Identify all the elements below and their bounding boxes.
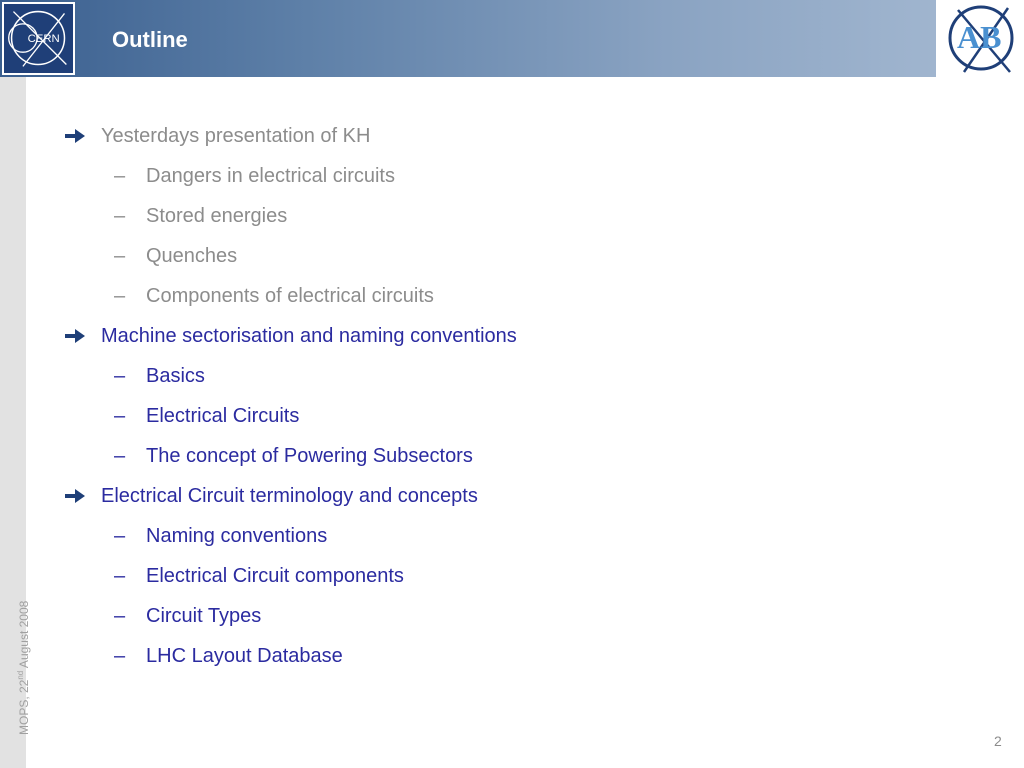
outline-subitem xyxy=(62,596,962,636)
outline-section-2 xyxy=(62,316,962,356)
arrow-right-icon xyxy=(63,327,87,345)
subitem-label: Circuit Types xyxy=(146,605,262,627)
subitem-label: Components of electrical circuits xyxy=(146,285,434,307)
subitem-label: Basics xyxy=(146,365,205,387)
section-heading: Yesterdays presentation of KH xyxy=(101,125,371,147)
section-heading: Machine sectorisation and naming conventions xyxy=(101,325,517,347)
dash-bullet: – xyxy=(114,525,126,547)
outline-subitem xyxy=(62,436,962,476)
subitem-label: The concept of Powering Subsectors xyxy=(146,445,473,467)
outline-section-1 xyxy=(62,116,962,156)
outline-subitem xyxy=(62,196,962,236)
subitem-label: Stored energies xyxy=(146,205,288,227)
outline-subitem xyxy=(62,156,962,196)
outline-subitem xyxy=(62,636,962,676)
section-heading: Electrical Circuit terminology and concepts xyxy=(101,485,478,507)
outline-subitem xyxy=(62,356,962,396)
arrow-right-icon xyxy=(63,127,87,145)
subitem-label: Electrical Circuit components xyxy=(146,565,404,587)
outline-subitem xyxy=(62,236,962,276)
svg-text:CERN: CERN xyxy=(27,32,60,45)
dash-bullet: – xyxy=(114,245,126,267)
dash-bullet: – xyxy=(114,405,126,427)
outline-subitem xyxy=(62,516,962,556)
outline-content xyxy=(62,116,962,676)
subitem-label: Dangers in electrical circuits xyxy=(146,165,395,187)
dash-bullet: – xyxy=(114,645,126,667)
subitem-label: LHC Layout Database xyxy=(146,645,343,667)
slide-title: Outline xyxy=(112,27,188,52)
outline-section-3 xyxy=(62,476,962,516)
dash-bullet: – xyxy=(114,285,126,307)
page-number: 2 xyxy=(994,733,1002,749)
outline-subitem xyxy=(62,276,962,316)
dash-bullet: – xyxy=(114,365,126,387)
ab-logo xyxy=(936,0,1024,77)
dash-bullet: – xyxy=(114,445,126,467)
svg-text:AB: AB xyxy=(957,19,1002,55)
outline-subitem xyxy=(62,556,962,596)
dash-bullet: – xyxy=(114,565,126,587)
dash-bullet: – xyxy=(114,205,126,227)
cern-logo xyxy=(2,2,75,75)
dash-bullet: – xyxy=(114,165,126,187)
side-date: MOPS, 22nd August 2008 xyxy=(16,600,31,735)
slide-header xyxy=(0,0,1024,77)
outline-subitem xyxy=(62,396,962,436)
subitem-label: Electrical Circuits xyxy=(146,405,300,427)
dash-bullet: – xyxy=(114,605,126,627)
subitem-label: Naming conventions xyxy=(146,525,328,547)
arrow-right-icon xyxy=(63,487,87,505)
subitem-label: Quenches xyxy=(146,245,238,267)
